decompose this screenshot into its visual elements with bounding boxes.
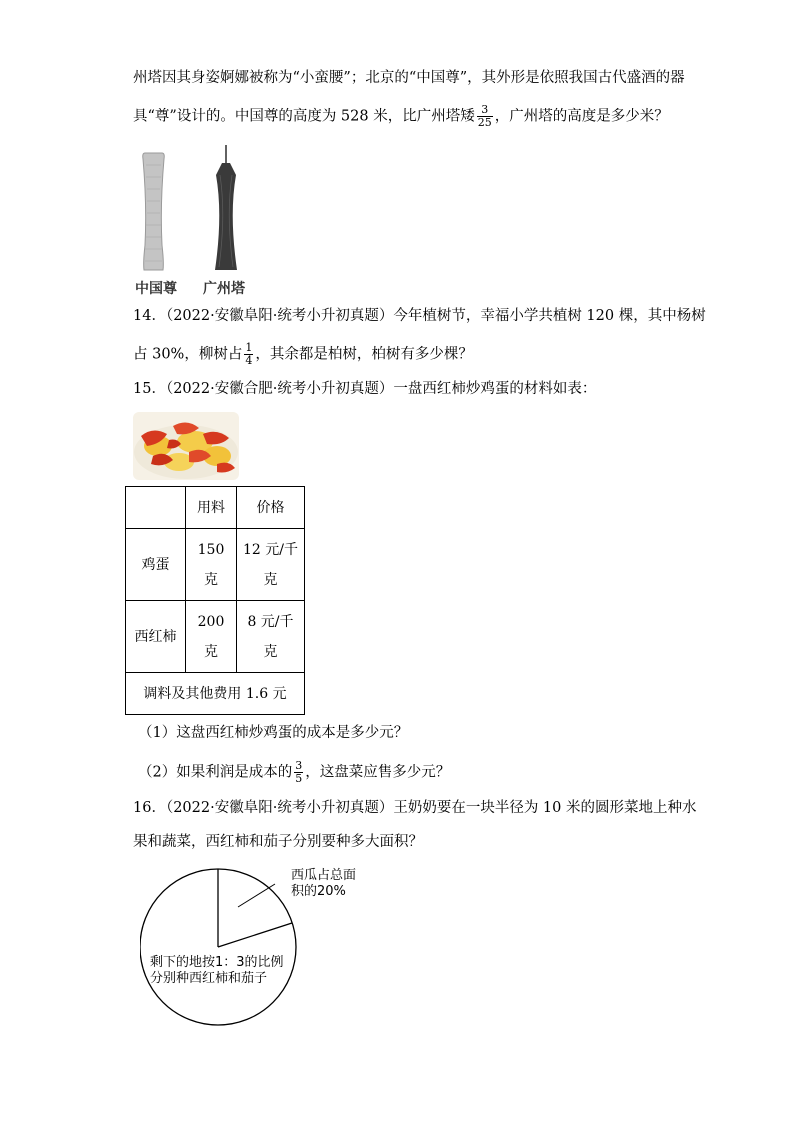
tomato-price: [237, 601, 305, 673]
tomato-amount-value: 200: [197, 613, 225, 630]
pie-label-remaining-2: 分别种西红柿和茄子: [150, 971, 268, 986]
header-price: 价格: [237, 487, 305, 529]
q16-line-1: 16．（2022·安徽阜阳·统考小升初真题）王奶奶要在一块半径为 10 米的圆形菜地上种水: [133, 800, 697, 816]
q13-frac-num: 3: [477, 104, 493, 117]
egg-price-unit: 克: [263, 571, 278, 588]
q13-line-1: 州塔因其身姿婀娜被称为“小蛮腰”；北京的“中国尊”，其外形是依照我国古代盛酒的器: [133, 70, 685, 86]
tomato-amount-unit: 克: [204, 643, 218, 660]
q14-frac-den: 4: [245, 354, 253, 367]
q13-line-2-end: ，广州塔的高度是多少米？: [494, 108, 669, 125]
q15-sub-2-text: （2）如果利润是成本的: [138, 764, 293, 781]
q15-frac-num: 3: [295, 759, 303, 772]
towers-image: [133, 145, 263, 295]
row-label-tomato: 西红柿: [126, 601, 186, 673]
egg-amount: [186, 529, 237, 601]
tomato-price-value: 8 元/千: [247, 613, 294, 630]
pie-label-watermelon-1: 西瓜占总面: [291, 868, 357, 883]
q15-sub-1: （1）这盘西红柿炒鸡蛋的成本是多少元？: [138, 725, 409, 741]
q15-sub-2-end: ，这盘菜应售多少元？: [305, 764, 451, 781]
table-row: [126, 601, 305, 673]
pie-label-watermelon-2: 积的20%: [291, 884, 346, 899]
tower-label-canton: 广州塔: [203, 281, 245, 297]
pie-label-watermelon: [291, 868, 356, 900]
tomato-amount: [186, 601, 237, 673]
tower-label-china-zun: 中国尊: [135, 281, 177, 297]
table-row: [126, 673, 305, 715]
egg-amount-unit: 克: [204, 571, 218, 588]
q15-sub-2: [138, 760, 450, 785]
q14-fraction: [244, 342, 253, 367]
pie-radius-right: [218, 923, 292, 947]
q14-line-2: [133, 342, 473, 367]
q14-line-2-text: 占 30%，柳树占: [133, 346, 243, 363]
tomato-price-unit: 克: [263, 643, 278, 660]
dish-photo: [133, 412, 239, 480]
q14-line-1: 14．（2022·安徽阜阳·统考小升初真题）今年植树节，幸福小学共植树 120 棵，其中杨树: [133, 308, 706, 324]
q15-frac-den: 5: [295, 772, 303, 785]
pie-leader-line: [238, 884, 275, 907]
q16-line-2: 果和蔬菜，西红柿和茄子分别要种多大面积？: [133, 834, 423, 850]
materials-table: [125, 486, 305, 715]
q15-fraction: [294, 760, 303, 785]
table-footer-other-costs: 调料及其他费用 1.6 元: [126, 673, 305, 715]
pie-label-remaining-1: 剩下的地按1：3的比例: [150, 955, 284, 970]
table-row: [126, 487, 305, 529]
pie-label-remaining: [150, 955, 284, 987]
q14-frac-num: 1: [245, 341, 253, 354]
header-amount: 用料: [186, 487, 237, 529]
egg-price-value: 12 元/千: [243, 541, 298, 558]
egg-amount-value: 150: [197, 541, 225, 558]
row-label-egg: 鸡蛋: [126, 529, 186, 601]
q13-line-2-text: 具“尊”设计的。中国尊的高度为 528 米，比广州塔矮: [133, 108, 475, 125]
table-row: [126, 529, 305, 601]
q13-frac-den: 25: [477, 116, 492, 129]
q15-line-1: 15．（2022·安徽合肥·统考小升初真题）一盘西红柿炒鸡蛋的材料如表：: [133, 381, 597, 397]
q13-line-2: [133, 104, 669, 129]
table-cell-empty: [126, 487, 186, 529]
egg-price: [237, 529, 305, 601]
q13-fraction: [477, 104, 493, 129]
q14-line-2-end: ，其余都是柏树，柏树有多少棵？: [255, 346, 473, 363]
